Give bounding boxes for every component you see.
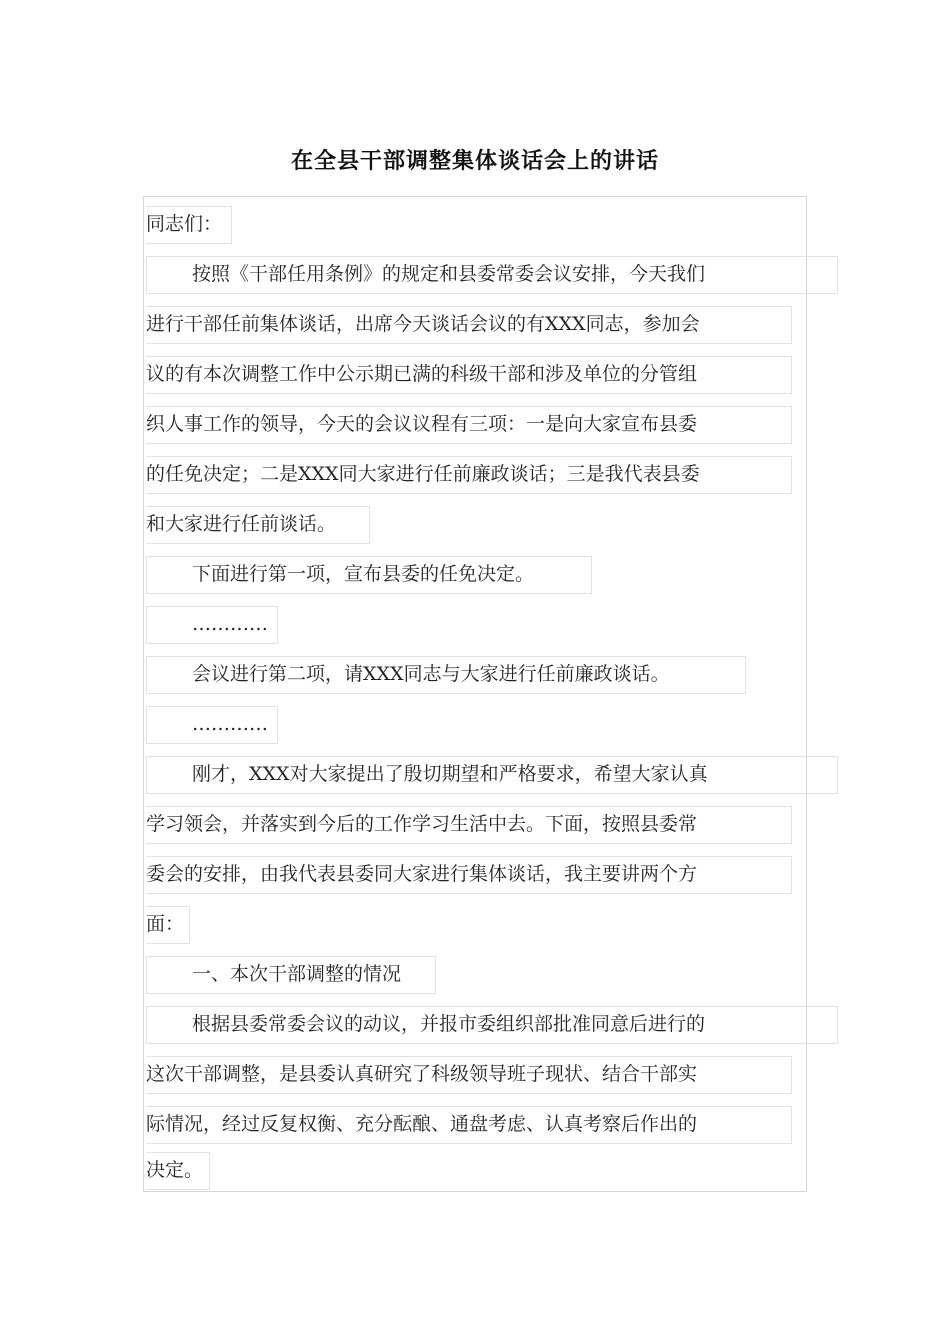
- paragraph-line: [146, 404, 792, 444]
- ellipsis-line: [146, 704, 278, 744]
- paragraph-line: [146, 354, 792, 394]
- paragraph-line: [146, 654, 746, 694]
- salutation-line: [146, 204, 232, 244]
- line-text: 际情况，经过反复权衡、充分酝酿、通盘考虑、认真考察后作出的: [146, 1113, 698, 1135]
- paragraph-line: [146, 854, 792, 894]
- section-heading: [146, 954, 436, 994]
- document-title: 在全县干部调整集体谈话会上的讲话: [290, 148, 659, 174]
- paragraph-line: [146, 504, 370, 544]
- line-text: 根据县委常委会议的动议，并报市委组织部批准同意后进行的: [192, 1013, 706, 1035]
- paragraph-line: [146, 1104, 792, 1144]
- line-text: …………: [192, 713, 268, 735]
- line-text: 进行干部任前集体谈话，出席今天谈话会议的有XXX同志，参加会: [146, 313, 700, 335]
- line-text: 同志们：: [146, 213, 223, 235]
- line-text: 下面进行第一项，宣布县委的任免决定。: [192, 563, 535, 585]
- ellipsis-line: [146, 604, 278, 644]
- line-text: 按照《干部任用条例》的规定和县委常委会议安排，今天我们: [192, 263, 706, 285]
- paragraph-line: [146, 1150, 210, 1190]
- line-text: 和大家进行任前谈话。: [146, 513, 337, 535]
- paragraph-line: [146, 1054, 792, 1094]
- line-text: 这次干部调整，是县委认真研究了科级领导班子现状、结合干部实: [146, 1063, 698, 1085]
- line-text: …………: [192, 613, 268, 635]
- line-text: 会议进行第二项，请XXX同志与大家进行任前廉政谈话。: [192, 663, 670, 685]
- line-text: 刚才，XXX对大家提出了殷切期望和严格要求，希望大家认真: [192, 763, 708, 785]
- paragraph-line: [146, 1004, 838, 1044]
- paragraph-line: [146, 304, 792, 344]
- line-text: 面：: [146, 913, 185, 935]
- line-text: 议的有本次调整工作中公示期已满的科级干部和涉及单位的分管组: [146, 363, 698, 385]
- line-text: 委会的安排，由我代表县委同大家进行集体谈话，我主要讲两个方: [146, 863, 698, 885]
- line-text: 织人事工作的领导，今天的会议议程有三项：一是向大家宣布县委: [146, 413, 698, 435]
- paragraph-line: [146, 804, 792, 844]
- paragraph-line: [146, 454, 792, 494]
- paragraph-line: [146, 254, 838, 294]
- paragraph-line: [146, 754, 838, 794]
- line-text: 学习领会，并落实到今后的工作学习生活中去。下面，按照县委常: [146, 813, 698, 835]
- line-text: 决定。: [146, 1159, 204, 1181]
- line-text: 的任免决定；二是XXX同大家进行任前廉政谈话；三是我代表县委: [146, 463, 700, 485]
- line-text: 一、本次干部调整的情况: [192, 963, 402, 985]
- paragraph-line: [146, 904, 190, 944]
- paragraph-line: [146, 554, 592, 594]
